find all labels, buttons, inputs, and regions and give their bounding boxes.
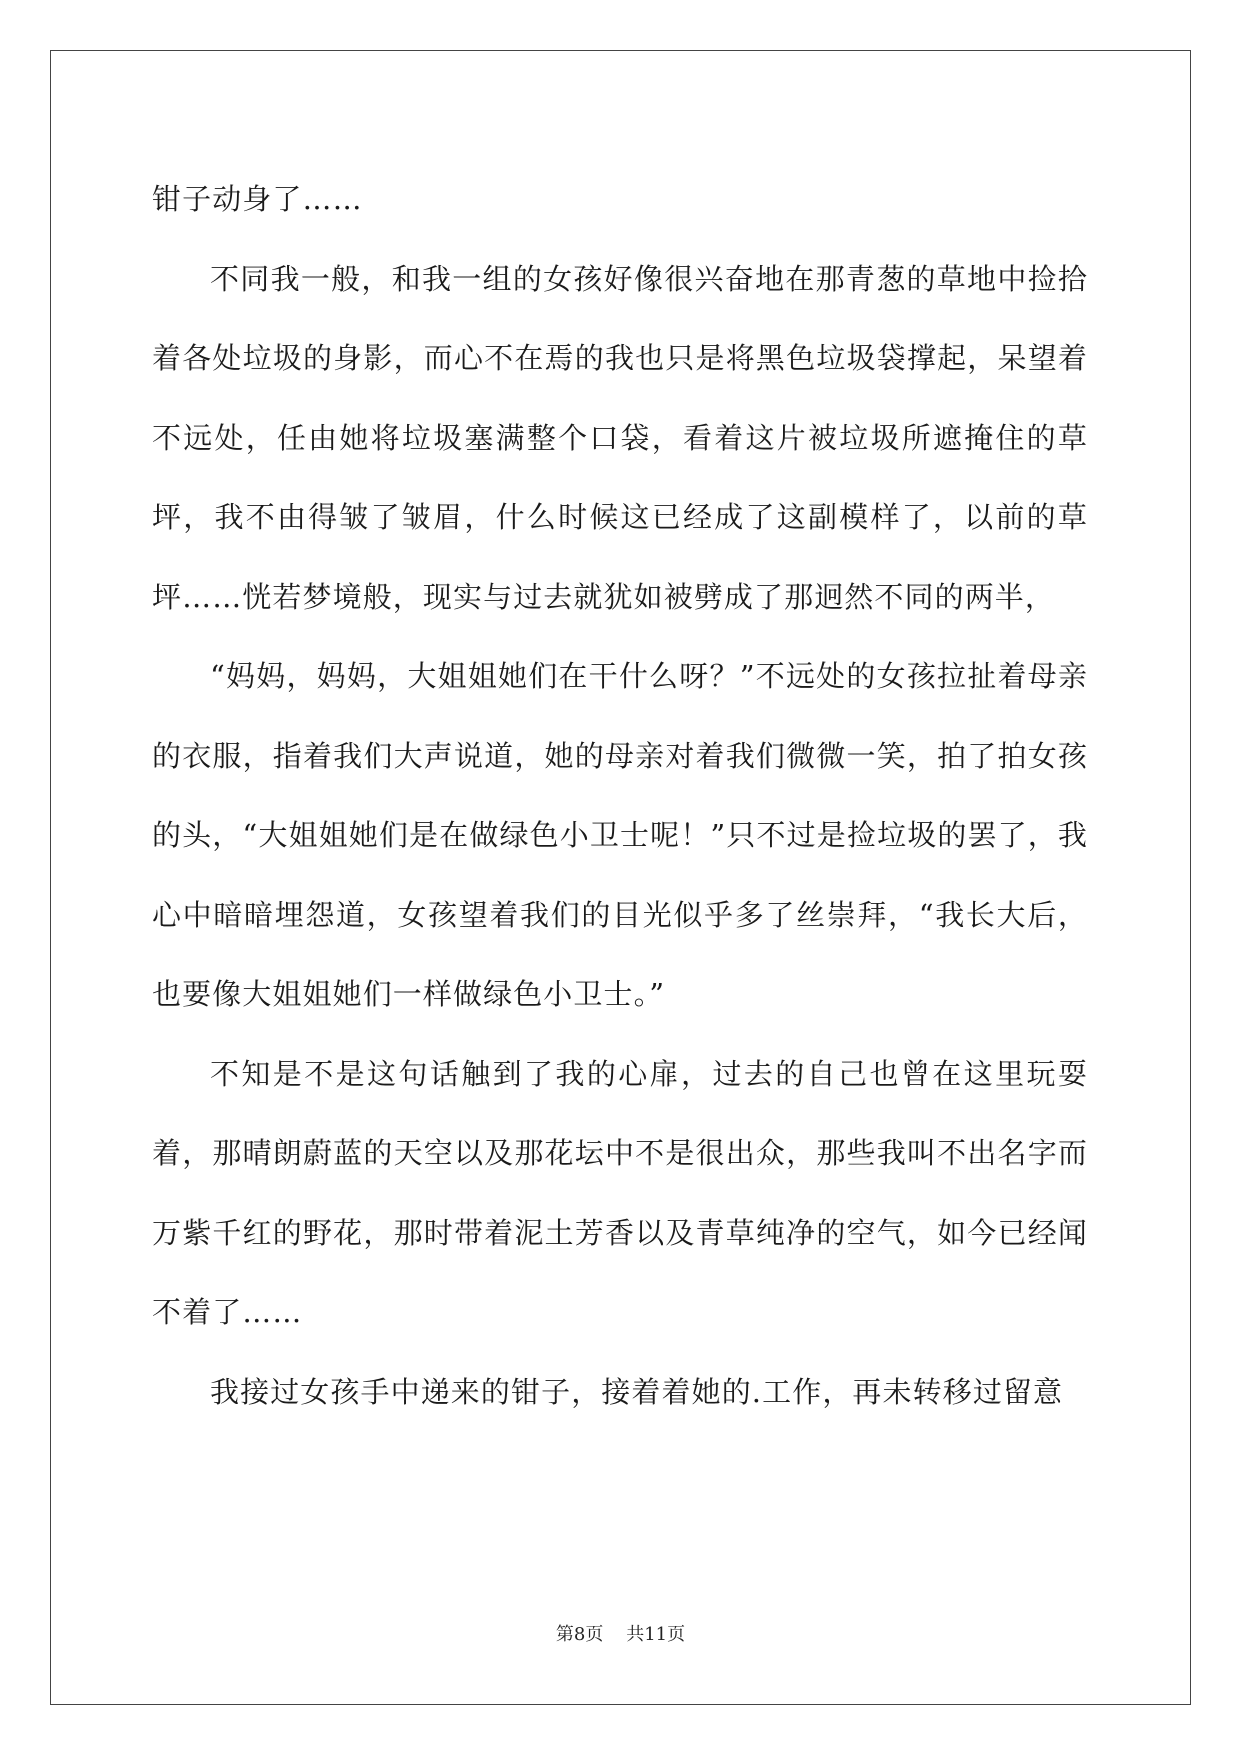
document-body <box>152 160 1088 1432</box>
paragraph-5: 我接过女孩手中递来的钳子，接着着她的.工作，再未转移过留意 <box>210 1374 1064 1409</box>
paragraph-3: “妈妈，妈妈，大姐姐她们在干什么呀？”不远处的女孩拉扯着母亲的衣服，指着我们大声说道，她的母亲对着我们微微一笑，拍了拍女孩的头，“大姐姐她们是在做绿色小卫士呢！”只不过是捡垃圾的罢了，我心中暗暗埋怨道，女孩望着我们的目光似乎多了丝崇拜，“我长大后，也要像大姐姐她们一样做绿色小卫士。” <box>152 659 1088 1011</box>
paragraph-2: 不同我一般，和我一组的女孩好像很兴奋地在那青葱的草地中捡拾着各处垃圾的身影，而心不在焉的我也只是将黑色垃圾袋撑起，呆望着不远处，任由她将垃圾塞满整个口袋，看着这片被垃圾所遮掩住的草坪，我不由得皱了皱眉，什么时候这已经成了这副模样了，以前的草坪……恍若梦境般，现实与过去就犹如被劈成了那迥然不同的两半， <box>152 261 1088 614</box>
paragraph-4: 不知是不是这句话触到了我的心扉，过去的自己也曾在这里玩耍着，那晴朗蔚蓝的天空以及那花坛中不是很出众，那些我叫不出名字而万紫千红的野花，那时带着泥土芳香以及青草纯净的空气，如今已经闻不着了…… <box>152 1056 1088 1329</box>
page-total: 共11页 <box>626 1624 686 1645</box>
page-footer <box>0 1620 1241 1646</box>
paragraph-1: 钳子动身了…… <box>152 182 363 216</box>
page-number: 第8页 <box>555 1624 604 1645</box>
